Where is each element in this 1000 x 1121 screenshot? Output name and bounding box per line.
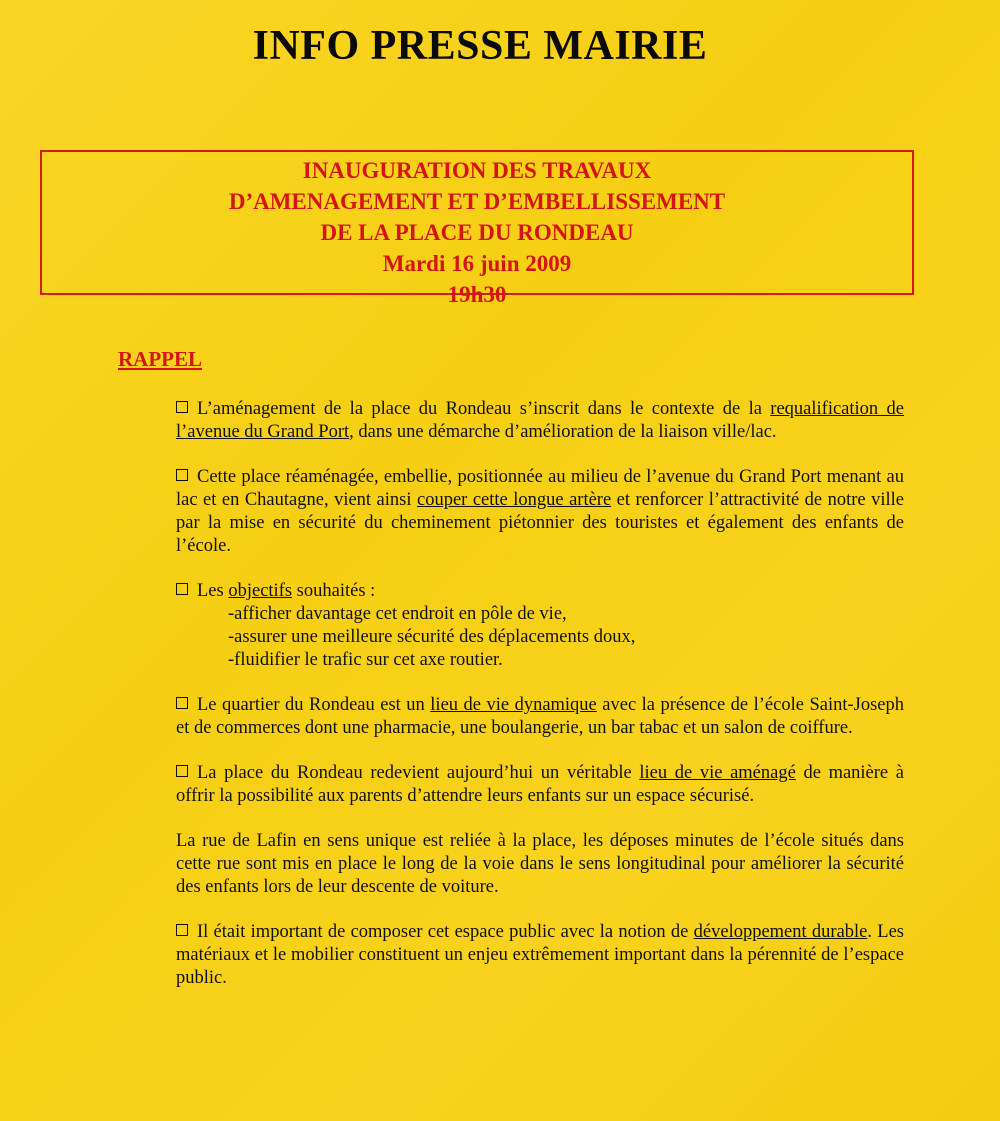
underlined-text: lieu de vie aménagé — [639, 763, 796, 783]
underlined-text: couper cette longue artère — [417, 490, 612, 510]
checkbox-bullet-icon — [176, 765, 188, 777]
list-item: -afficher davantage cet endroit en pôle de vie, — [228, 604, 567, 624]
underlined-text: objectifs — [228, 581, 293, 601]
checkbox-bullet-icon — [176, 583, 188, 595]
event-announcement-box — [40, 150, 914, 307]
paragraph-requalification: L’aménagement de la place du Rondeau s’inscrit dans le contexte de la requalification de l’avenue du Grand Port, dans une démarche d’amélioration de la liaison ville/lac. — [176, 399, 904, 442]
checkbox-bullet-icon — [176, 401, 188, 413]
paragraph-place-reamenagee: Cette place réaménagée, embellie, positionnée au milieu de l’avenue du Grand Port menant au lac et en Chautagne, vient ainsi couper cette longue artère et renforcer l’attractivité de notre ville par la mise en sécurité du cheminement piétonnier des touristes et également des enfants de l’école. — [176, 467, 904, 556]
paragraph-quartier: Le quartier du Rondeau est un lieu de vie dynamique avec la présence de l’école Saint-Joseph et de commerces dont une pharmacie, une boulangerie, un bar tabac et un salon de coiffure. — [176, 695, 904, 738]
paragraph-lieu-de-vie: La place du Rondeau redevient aujourd’hui un véritable lieu de vie aménagé de manière à offrir la possibilité aux parents d’attendre leurs enfants sur un espace sécurisé. — [176, 763, 904, 806]
event-title-line-2: D’AMENAGEMENT ET D’EMBELLISSEMENT — [228, 189, 726, 214]
section-heading-rappel: RAPPEL — [118, 347, 202, 371]
content-body — [176, 398, 904, 1012]
paragraph-developpement-durable: Il était important de composer cet espace public avec la notion de développement durable. Les matériaux et le mobilier constituent un enjeu extrêmement important dans la pérennité de l’espace public. — [176, 922, 904, 988]
objectifs-list — [176, 603, 904, 672]
event-date: Mardi 16 juin 2009 — [382, 251, 572, 276]
event-title-line-1: INAUGURATION DES TRAVAUX — [302, 158, 652, 183]
list-item: -fluidifier le trafic sur cet axe routier. — [228, 650, 503, 670]
checkbox-bullet-icon — [176, 469, 188, 481]
event-time: 19h30 — [447, 282, 507, 307]
underlined-text: lieu de vie dynamique — [430, 695, 597, 715]
paragraph-objectifs: Les objectifs souhaités : -afficher davantage cet endroit en pôle de vie, -assurer une meilleure sécurité des déplacements doux, -fluidifier le trafic sur cet axe routier. — [176, 580, 904, 672]
checkbox-bullet-icon — [176, 697, 188, 709]
underlined-text: développement durable — [693, 922, 868, 942]
page-title: INFO PRESSE MAIRIE — [252, 23, 708, 69]
event-title-line-3: DE LA PLACE DU RONDEAU — [320, 220, 634, 245]
paragraph-rue-de-lafin: La rue de Lafin en sens unique est reliée à la place, les déposes minutes de l’école situés dans cette rue sont mis en place le long de la voie dans le sens longitudinal pour améliorer la sécurité des enfants lors de leur descente de voiture. — [176, 831, 904, 897]
checkbox-bullet-icon — [176, 924, 188, 936]
underlined-text: requalification de l’avenue du Grand Port — [176, 399, 904, 442]
list-item: -assurer une meilleure sécurité des déplacements doux, — [228, 627, 636, 647]
